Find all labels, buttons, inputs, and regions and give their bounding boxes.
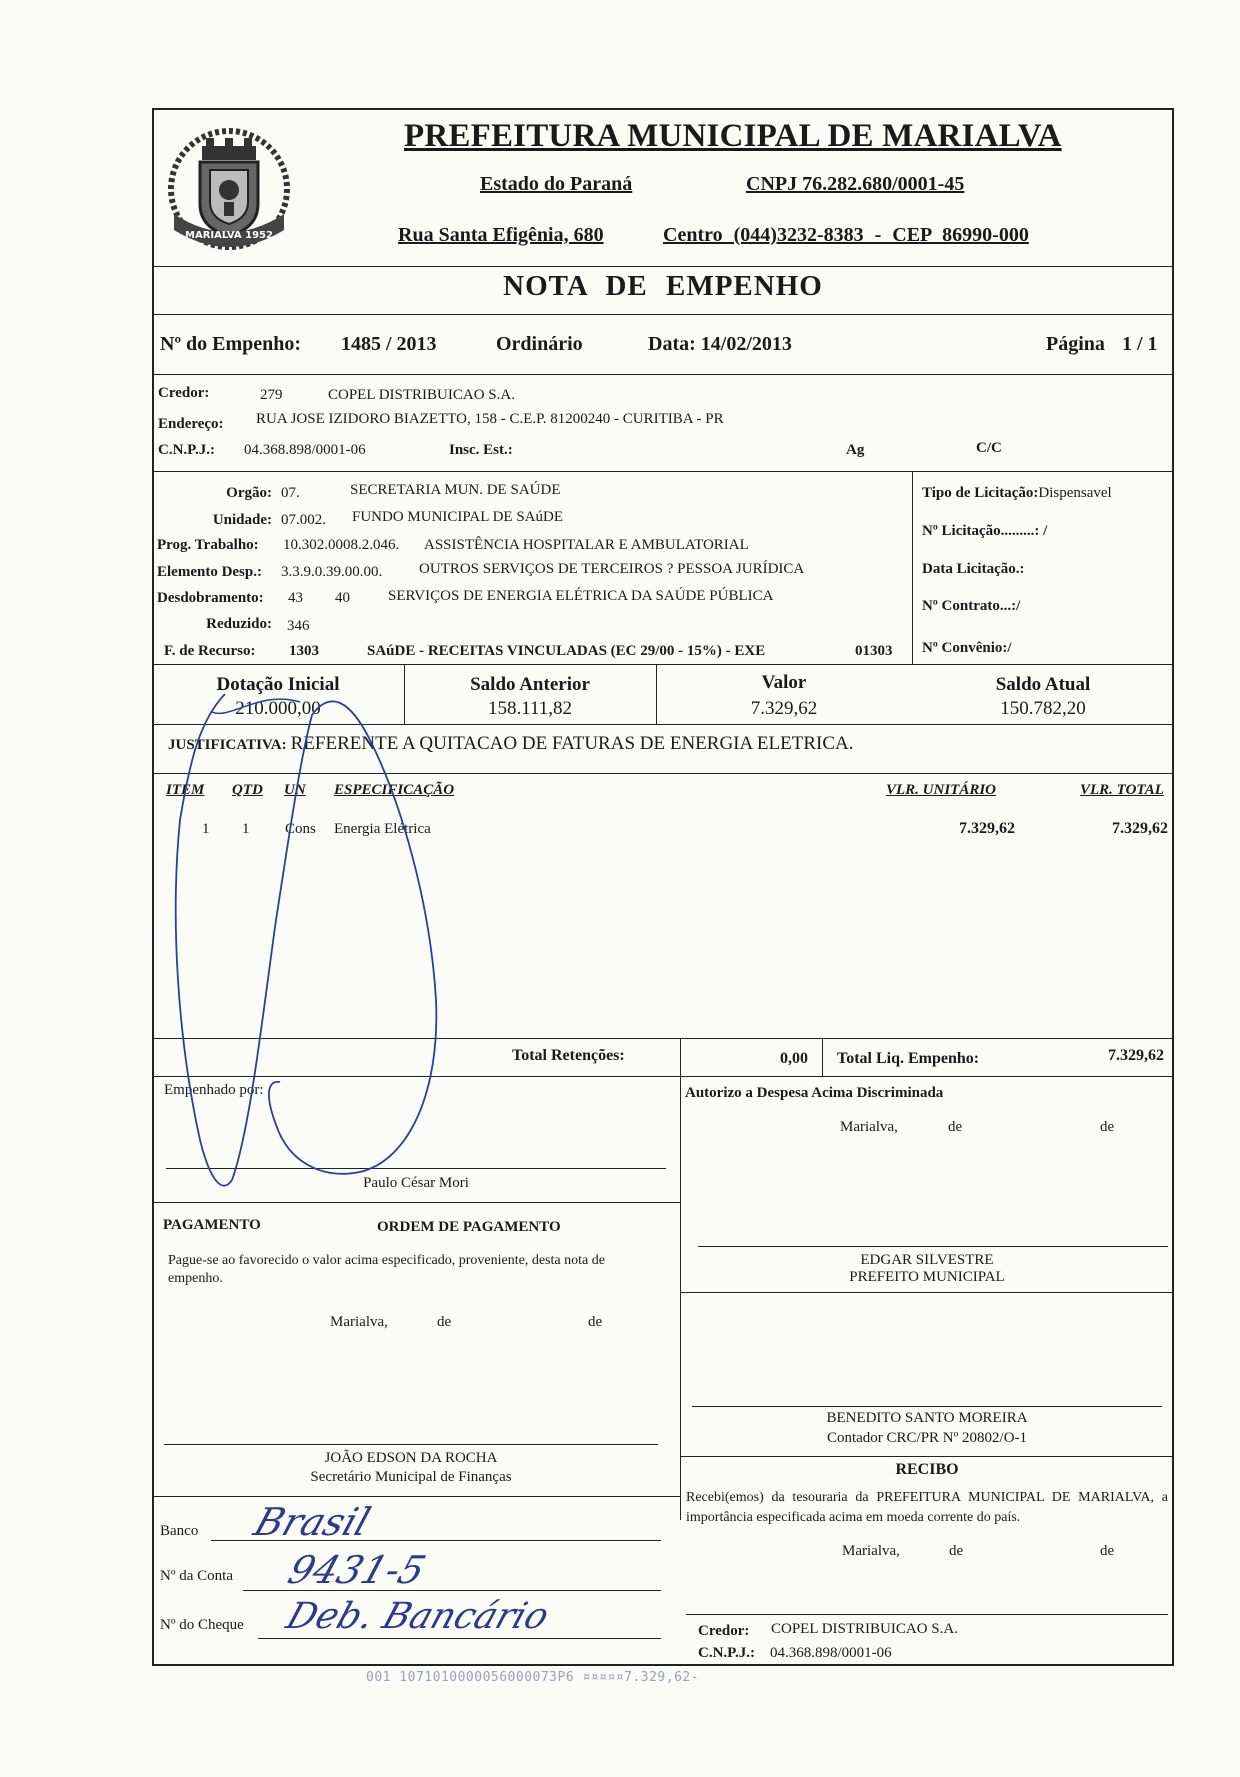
col-unit-value: VLR. UNITÁRIO <box>886 782 997 798</box>
total-retencoes-label: Total Retenções: <box>512 1047 625 1064</box>
col-total-value: VLR. TOTAL <box>1080 782 1164 798</box>
address-rest: Centro (044)3232-8383 - CEP 86990-000 <box>663 224 1029 246</box>
elemento-name: OUTROS SERVIÇOS DE TERCEIROS ? PESSOA JURÍDICA <box>419 561 805 577</box>
justificativa-text: REFERENTE A QUITACAO DE FATURAS DE ENERGIA ELETRICA. <box>290 733 854 754</box>
prog-code: 10.302.0008.2.046. <box>283 537 400 553</box>
elemento-code: 3.3.9.0.39.00.00. <box>281 564 383 580</box>
autorizo-label: Autorizo a Despesa Acima Discriminada <box>685 1085 944 1101</box>
prefeito-role: PREFEITO MUNICIPAL <box>849 1269 1005 1285</box>
contrato-numero: Nº Contrato...:/ <box>922 598 1021 614</box>
footer-code: 001 1071010000056000073P6 ¤¤¤¤¤7.329,62- <box>366 1670 700 1685</box>
col-item: ITEM <box>166 782 205 798</box>
convenio-numero: Nº Convênio:/ <box>922 640 1012 656</box>
secretario-role: Secretário Municipal de Finanças <box>310 1469 512 1485</box>
cheque-handwriting: Deb. Bancário <box>281 1596 554 1637</box>
empenhado-signature-line <box>166 1168 666 1169</box>
secretario-name: JOÃO EDSON DA ROCHA <box>324 1450 498 1466</box>
autorizo-city: Marialva, <box>840 1119 898 1135</box>
valor-label: Valor <box>761 672 807 693</box>
cnpj-label: CNPJ 76.282.680/0001-45 <box>746 173 965 195</box>
recibo-de2: de <box>1100 1543 1115 1559</box>
credor-label: Credor: <box>158 385 210 401</box>
banco-label: Banco <box>160 1523 199 1539</box>
document-title: NOTA DE EMPENHO <box>503 270 823 302</box>
desdobramento-b: 40 <box>335 590 350 606</box>
empenho-date: Data: 14/02/2013 <box>648 333 792 355</box>
coat-of-arms-seal <box>158 118 300 260</box>
contador-name: BENEDITO SANTO MOREIRA <box>826 1410 1028 1426</box>
pagamento-city: Marialva, <box>330 1314 388 1330</box>
licitacao-numero: Nº Licitação.........: / <box>922 523 1048 539</box>
col-qtd: QTD <box>232 782 263 798</box>
total-liq-value: 7.329,62 <box>1108 1047 1164 1064</box>
col-un: UN <box>284 782 306 798</box>
credor-address: RUA JOSE IZIDORO BIAZETTO, 158 - C.E.P. 81200240 - CURITIBA - PR <box>256 411 724 427</box>
secretario-signature-line <box>164 1444 658 1445</box>
recurso-label: F. de Recurso: <box>164 643 256 659</box>
empenhado-label: Empenhado por: <box>164 1082 264 1098</box>
orgao-code: 07. <box>281 485 300 501</box>
elemento-label: Elemento Desp.: <box>157 564 262 580</box>
recibo-cnpj-label: C.N.P.J.: <box>698 1645 755 1661</box>
row-total: 7.329,62 <box>1112 820 1168 837</box>
cnpj-credor-label: C.N.P.J.: <box>158 442 215 458</box>
pagamento-label: PAGAMENTO <box>163 1217 261 1233</box>
prefeito-signature-line <box>698 1246 1168 1247</box>
recibo-city: Marialva, <box>842 1543 900 1559</box>
saldo-anterior-label: Saldo Anterior <box>470 674 590 695</box>
municipality-title: PREFEITURA MUNICIPAL DE MARIALVA <box>404 118 1062 154</box>
conta-handwriting: 9431-5 <box>282 1548 431 1592</box>
dotacao-inicial-value: 210.000,00 <box>235 698 321 719</box>
empenho-type: Ordinário <box>496 333 583 355</box>
svg-text:MARIALVA 1952: MARIALVA 1952 <box>185 230 273 241</box>
state-label: Estado do Paraná <box>480 173 633 195</box>
recurso-code: 1303 <box>289 643 319 659</box>
empenho-number: 1485 / 2013 <box>341 333 437 355</box>
credor-name: COPEL DISTRIBUICAO S.A. <box>328 387 515 403</box>
prefeito-name: EDGAR SILVESTRE <box>860 1252 994 1268</box>
saldo-atual-label: Saldo Atual <box>995 674 1091 695</box>
licitacao-tipo-label <box>922 485 1112 502</box>
row-un: Cons <box>285 821 316 837</box>
empenhado-name: Paulo César Mori <box>363 1175 469 1191</box>
total-liq-label: Total Liq. Empenho: <box>837 1050 980 1067</box>
contador-role: Contador CRC/PR Nº 20802/O-1 <box>826 1430 1028 1446</box>
desdobramento-label: Desdobramento: <box>157 590 264 606</box>
orgao-label: Orgão: <box>226 485 272 501</box>
pagamento-text: Pague-se ao favorecido o valor acima especificado, proveniente, desta nota de empenho. <box>168 1253 605 1286</box>
unidade-name: FUNDO MUNICIPAL DE SAúDE <box>352 509 563 525</box>
row-qtd: 1 <box>242 821 250 837</box>
recibo-credor-label: Credor: <box>698 1623 750 1639</box>
row-item: 1 <box>202 821 210 837</box>
unidade-label: Unidade: <box>212 512 272 528</box>
credor-code: 279 <box>260 387 283 403</box>
ag-label: Ag <box>846 442 865 458</box>
insc-est-label: Insc. Est.: <box>449 442 513 458</box>
recibo-signature-line <box>686 1614 1168 1615</box>
licitacao-tipo-text: Tipo de Licitação: <box>922 485 1039 501</box>
empenho-label: Nº do Empenho: <box>160 333 302 355</box>
orgao-name: SECRETARIA MUN. DE SAÚDE <box>350 482 561 498</box>
autorizo-de2: de <box>1100 1119 1115 1135</box>
recibo-de1: de <box>949 1543 964 1559</box>
pagamento-de1: de <box>437 1314 452 1330</box>
conta-label: Nº da Conta <box>160 1568 233 1584</box>
cc-label: C/C <box>976 440 1002 456</box>
saldo-atual-value: 150.782,20 <box>1000 698 1086 719</box>
recibo-text: Recebi(emos) da tesouraria da PREFEITURA MUNICIPAL DE MARIALVA, a importância especificada acima em moeda corrente do país. <box>686 1490 1168 1525</box>
recibo-cnpj: 04.368.898/0001-06 <box>770 1645 892 1661</box>
col-spec: ESPECIFICAÇÃO <box>334 782 455 798</box>
autorizo-de1: de <box>948 1119 963 1135</box>
licitacao-tipo-value: Dispensavel <box>1038 485 1112 501</box>
recurso-name: SAúDE - RECEITAS VINCULADAS (EC 29/00 - 15%) - EXE <box>367 643 766 659</box>
credor-cnpj: 04.368.898/0001-06 <box>244 442 366 458</box>
justificativa-label: JUSTIFICATIVA: <box>168 737 287 753</box>
recibo-label: RECIBO <box>895 1461 959 1478</box>
reduzido-label: Reduzido: <box>206 616 272 632</box>
recurso-code2: 01303 <box>855 643 893 659</box>
page-label: Página <box>1046 333 1105 355</box>
row-spec: Energia Elétrica <box>334 821 431 837</box>
licitacao-data: Data Licitação.: <box>922 561 1025 577</box>
desdobramento-a: 43 <box>288 590 303 606</box>
cheque-line <box>258 1638 661 1639</box>
street-label: Rua Santa Efigênia, 680 <box>398 224 604 246</box>
banco-handwriting: Brasil <box>248 1500 376 1544</box>
desdobramento-name: SERVIÇOS DE ENERGIA ELÉTRICA DA SAÚDE PÚBLICA <box>388 588 774 604</box>
pagamento-de2: de <box>588 1314 603 1330</box>
prog-label: Prog. Trabalho: <box>157 537 259 553</box>
dotacao-inicial-label: Dotação Inicial <box>216 674 340 695</box>
address-label: Endereço: <box>158 416 224 432</box>
row-unit: 7.329,62 <box>959 820 1015 837</box>
cheque-label: Nº do Cheque <box>160 1617 244 1633</box>
contador-signature-line <box>692 1406 1162 1407</box>
justificativa-row <box>168 733 853 755</box>
reduzido-value: 346 <box>287 618 310 634</box>
valor-value: 7.329,62 <box>750 698 818 719</box>
total-retencoes-value: 0,00 <box>780 1050 808 1067</box>
prog-name: ASSISTÊNCIA HOSPITALAR E AMBULATORIAL <box>424 537 749 553</box>
unidade-code: 07.002. <box>281 512 326 528</box>
page-number: 1 / 1 <box>1122 333 1158 355</box>
saldo-anterior-value: 158.111,82 <box>487 698 573 719</box>
ordem-pagamento-label: ORDEM DE PAGAMENTO <box>377 1219 561 1235</box>
recibo-credor-name: COPEL DISTRIBUICAO S.A. <box>771 1621 958 1637</box>
